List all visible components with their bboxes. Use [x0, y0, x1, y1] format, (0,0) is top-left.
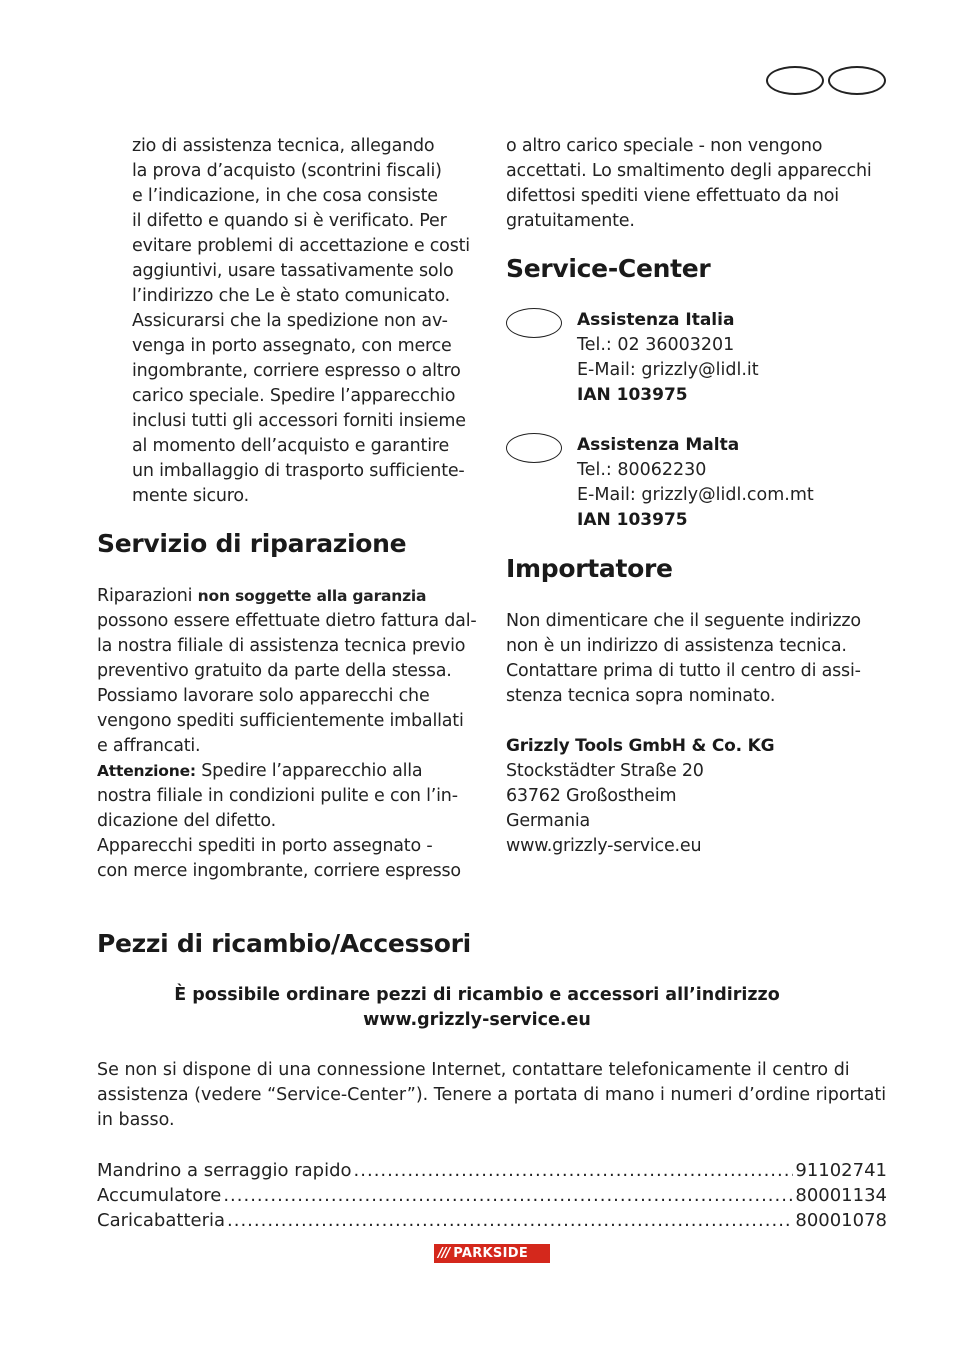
parts-list-item: [97, 1183, 887, 1208]
contact-phone: Tel.: 80062230: [577, 460, 707, 480]
text-line: Possiamo lavorare solo apparecchi che: [97, 686, 430, 706]
address-line: Germania: [506, 811, 591, 831]
repair-heading: Servizio di riparazione: [97, 529, 407, 558]
text-line: evitare problemi di accettazione e costi: [132, 236, 470, 256]
country-oval-left: [766, 66, 824, 95]
country-ovals: [766, 66, 886, 95]
text-line: con merce ingombrante, corriere espresso: [97, 861, 461, 881]
part-number: 80001134: [795, 1185, 887, 1206]
text-line: o altro carico speciale - non vengono: [506, 136, 823, 156]
contact-name: Assistenza Malta: [577, 435, 740, 455]
text-line: possono essere effettuate dietro fattura dal-: [97, 611, 477, 631]
text-line: preventivo gratuito da parte della stessa.: [97, 661, 452, 681]
importer-heading: Importatore: [506, 554, 673, 583]
contact-malta: [506, 433, 896, 533]
service-center-heading: Service-Center: [506, 254, 711, 283]
attention-text: Spedire l’apparecchio alla: [195, 761, 423, 781]
right-column-top: [506, 134, 896, 234]
repair-intro-bold: non soggette alla garanzia: [197, 587, 427, 605]
repair-section: [97, 584, 487, 884]
leader-dots: [354, 1158, 794, 1183]
address-line: 63762 Großostheim: [506, 786, 677, 806]
contact-email: E-Mail: grizzly@lidl.it: [577, 360, 759, 380]
left-column-top: [97, 134, 487, 509]
logo-stripes: ///: [438, 1246, 450, 1261]
contact-details: [577, 433, 814, 533]
contact-phone: Tel.: 02 36003201: [577, 335, 735, 355]
text-line: dicazione del difetto.: [97, 811, 276, 831]
order-notice-url[interactable]: www.grizzly-service.eu: [363, 1010, 591, 1030]
attention-label: Attenzione:: [97, 762, 196, 780]
text-line: zio di assistenza tecnica, allegando: [132, 136, 435, 156]
contact-details: [577, 308, 759, 408]
text-line: stenza tecnica sopra nominato.: [506, 686, 776, 706]
text-line: venga in porto assegnato, con merce: [132, 336, 452, 356]
text-line: inclusi tutti gli accessori forniti insieme: [132, 411, 466, 431]
text-line: Assicurarsi che la spedizione non av-: [132, 311, 448, 331]
parts-list-item: [97, 1208, 887, 1233]
parkside-logo: [434, 1244, 550, 1263]
country-oval: [506, 308, 562, 338]
text-line: ingombrante, corriere espresso o altro: [132, 361, 461, 381]
contact-ian: IAN 103975: [577, 385, 688, 405]
order-notice-text: È possibile ordinare pezzi di ricambio e accessori all’indirizzo: [174, 985, 780, 1005]
part-number: 91102741: [795, 1160, 887, 1181]
text-line: difettosi spediti viene effettuato da noi: [506, 186, 839, 206]
text-line: la prova d’acquisto (scontrini fiscali): [132, 161, 442, 181]
spare-parts-heading: Pezzi di ricambio/Accessori: [97, 929, 471, 958]
text-line: e affrancati.: [97, 736, 201, 756]
importer-company: Grizzly Tools GmbH & Co. KG: [506, 736, 775, 756]
text-line: un imballaggio di trasporto sufficiente-: [132, 461, 465, 481]
text-line: la nostra filiale di assistenza tecnica previo: [97, 636, 466, 656]
text-line: Apparecchi spediti in porto assegnato -: [97, 836, 433, 856]
order-notice: [97, 983, 857, 1033]
part-name: Accumulatore: [97, 1185, 222, 1206]
leader-dots: [223, 1183, 793, 1208]
text-line: gratuitamente.: [506, 211, 635, 231]
text-line: nostra filiale in condizioni pulite e con l’in-: [97, 786, 458, 806]
attention-line: [97, 759, 487, 784]
country-oval: [506, 433, 562, 463]
logo-text: PARKSIDE: [453, 1246, 529, 1261]
leader-dots: [227, 1208, 793, 1233]
repair-intro-prefix: Riparazioni: [97, 586, 198, 606]
parts-list-item: [97, 1158, 887, 1183]
part-name: Caricabatteria: [97, 1210, 226, 1231]
text-line: vengono spediti sufficientemente imballati: [97, 711, 464, 731]
text-line: l’indirizzo che Le è stato comunicato.: [132, 286, 451, 306]
contact-italy: [506, 308, 896, 408]
text-line: e l’indicazione, in che cosa consiste: [132, 186, 438, 206]
spare-parts-paragraph: Se non si dispone di una connessione Internet, contattare telefonicamente il centro di assistenza (vedere “Service-Center”). Tenere a portata di mano i numeri d’ordine riportati in basso.: [97, 1060, 887, 1130]
text-line: Contattare prima di tutto il centro di assi-: [506, 661, 861, 681]
parts-list: [97, 1158, 887, 1233]
importer-section: [506, 609, 896, 859]
repair-intro: [97, 584, 487, 609]
text-line: al momento dell’acquisto e garantire: [132, 436, 450, 456]
warranty-continuation: [97, 134, 487, 509]
text-line: aggiuntivi, usare tassativamente solo: [132, 261, 454, 281]
contact-email: E-Mail: grizzly@lidl.com.mt: [577, 485, 814, 505]
country-oval-right: [828, 66, 886, 95]
address-url[interactable]: www.grizzly-service.eu: [506, 836, 702, 856]
text-line: Non dimenticare che il seguente indirizzo: [506, 611, 861, 631]
contact-name: Assistenza Italia: [577, 310, 735, 330]
part-number: 80001078: [795, 1210, 887, 1231]
text-line: mente sicuro.: [132, 486, 249, 506]
part-name: Mandrino a serraggio rapido: [97, 1160, 352, 1181]
text-line: accettati. Lo smaltimento degli apparecchi: [506, 161, 872, 181]
contact-ian: IAN 103975: [577, 510, 688, 530]
text-line: non è un indirizzo di assistenza tecnica.: [506, 636, 847, 656]
address-line: Stockstädter Straße 20: [506, 761, 704, 781]
text-line: il difetto e quando si è verificato. Per: [132, 211, 447, 231]
text-line: carico speciale. Spedire l’apparecchio: [132, 386, 456, 406]
